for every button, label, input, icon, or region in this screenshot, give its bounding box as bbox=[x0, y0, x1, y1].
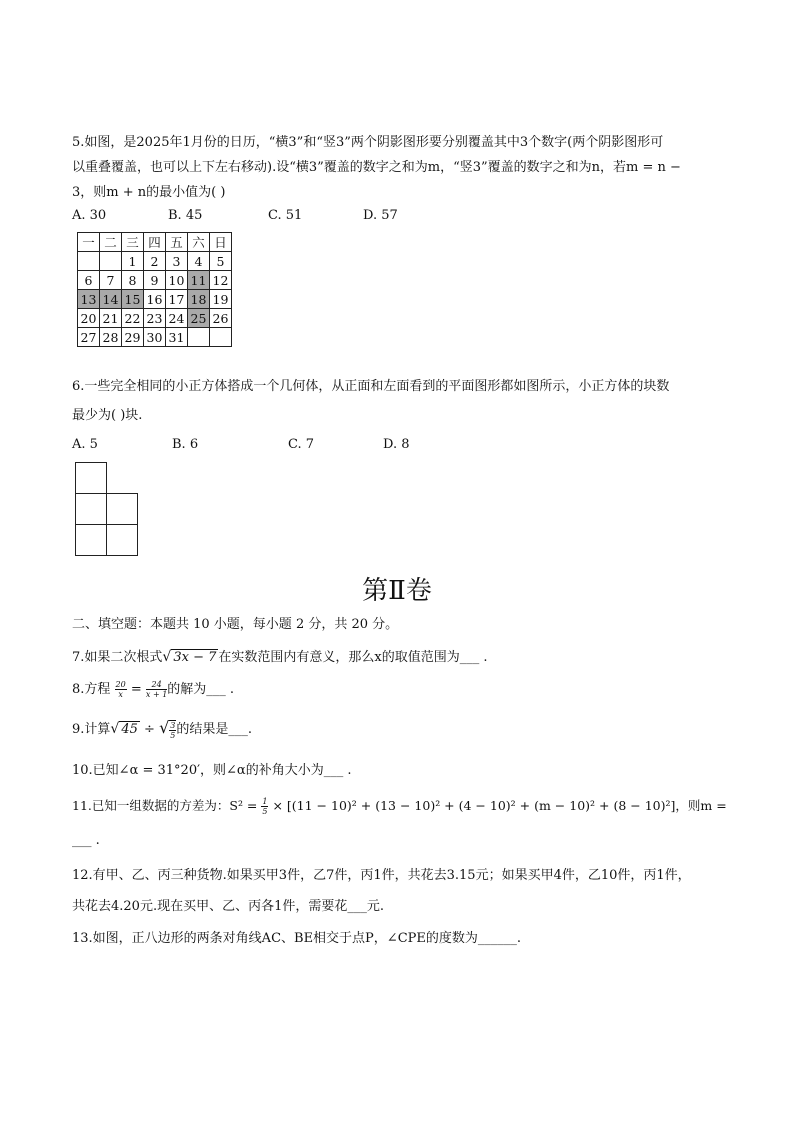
calendar-header-cell: 一 bbox=[78, 233, 100, 252]
figure-square bbox=[106, 524, 138, 556]
q13: 13.如图，正八边形的两条对角线AC、BE相交于点P，∠CPE的度数为______. bbox=[72, 931, 522, 946]
q5-option-a: A. 30 bbox=[72, 208, 107, 223]
calendar-cell: 10 bbox=[166, 271, 188, 290]
calendar-cell: 25 bbox=[188, 309, 210, 328]
q6-option-a: A. 5 bbox=[72, 437, 98, 452]
q8-frac1-den: x bbox=[118, 690, 123, 699]
calendar-cell: 7 bbox=[100, 271, 122, 290]
calendar-cell: 20 bbox=[78, 309, 100, 328]
q9-divide: ÷ bbox=[144, 722, 155, 737]
q7: 7.如果二次根式√ 3x − 7 在实数范围内有意义，那么x的取值范围为___ . bbox=[72, 649, 488, 665]
calendar-cell bbox=[210, 328, 232, 347]
q5-option-d: D. 57 bbox=[363, 208, 398, 223]
calendar-cell bbox=[100, 252, 122, 271]
q8-prefix: 8.方程 bbox=[72, 682, 111, 697]
calendar-cell: 11 bbox=[188, 271, 210, 290]
calendar-cell: 13 bbox=[78, 290, 100, 309]
calendar-row bbox=[78, 328, 232, 347]
q9-frac-den: 5 bbox=[170, 730, 176, 740]
calendar-cell: 6 bbox=[78, 271, 100, 290]
calendar-row bbox=[78, 290, 232, 309]
calendar-cell: 21 bbox=[100, 309, 122, 328]
calendar-table bbox=[77, 232, 232, 347]
q8-frac2-den: x + 1 bbox=[145, 690, 168, 699]
calendar-cell: 16 bbox=[144, 290, 166, 309]
calendar-cell: 14 bbox=[100, 290, 122, 309]
calendar-cell: 18 bbox=[188, 290, 210, 309]
calendar-cell: 31 bbox=[166, 328, 188, 347]
calendar-cell: 5 bbox=[210, 252, 232, 271]
calendar-cell: 26 bbox=[210, 309, 232, 328]
q8-frac2-num: 24 bbox=[146, 680, 167, 690]
q5-line3: 3，则m + n的最小值为( ) bbox=[72, 185, 226, 200]
calendar-cell bbox=[78, 252, 100, 271]
q9: 9.计算√ 45 ÷ √ $\frac{3}{5}$ 的结果是___. bbox=[72, 718, 252, 740]
calendar-header-cell: 三 bbox=[122, 233, 144, 252]
calendar-header-cell: 二 bbox=[100, 233, 122, 252]
q8-frac1-num: 20 bbox=[115, 680, 126, 689]
section-intro: 二、填空题：本题共 10 小题，每小题 2 分，共 20 分。 bbox=[72, 617, 399, 632]
q9-suffix: 的结果是___. bbox=[176, 722, 252, 737]
calendar-cell: 29 bbox=[122, 328, 144, 347]
q6-option-d: D. 8 bbox=[383, 437, 410, 452]
q6-line2: 最少为( )块. bbox=[72, 408, 143, 423]
q7-radicand: 3x − 7 bbox=[173, 650, 217, 665]
q11-frac-num: 1 bbox=[262, 797, 268, 806]
calendar-cell: 9 bbox=[144, 271, 166, 290]
calendar-cell: 8 bbox=[122, 271, 144, 290]
calendar-cell: 2 bbox=[144, 252, 166, 271]
q5-option-b: B. 45 bbox=[168, 208, 203, 223]
figure-square bbox=[75, 493, 107, 525]
q11-suffix: × [(11 − 10)² + (13 − 10)² + (4 − 10)² + (m − 10)² + (8 − 10)²]，则m = bbox=[272, 798, 727, 813]
calendar-cell: 15 bbox=[122, 290, 144, 309]
calendar-cell: 28 bbox=[100, 328, 122, 347]
calendar-cell: 19 bbox=[210, 290, 232, 309]
calendar-cell: 30 bbox=[144, 328, 166, 347]
calendar-cell: 24 bbox=[166, 309, 188, 328]
q6-option-b: B. 6 bbox=[172, 437, 199, 452]
q7-prefix: 7.如果二次根式 bbox=[72, 650, 163, 665]
calendar-row bbox=[78, 309, 232, 328]
calendar-header-row bbox=[78, 233, 232, 252]
q5-line2: 以重叠覆盖，也可以上下左右移动).设“横3”覆盖的数字之和为m，“竖3”覆盖的数字之和为n，若m = n − bbox=[72, 160, 681, 175]
q12-line2: 共花去4.20元.现在买甲、乙、丙各1件，需要花___元. bbox=[72, 899, 384, 914]
calendar-cell: 12 bbox=[210, 271, 232, 290]
section-title: 第Ⅱ卷 bbox=[362, 576, 432, 606]
q8-suffix: 的解为___ . bbox=[167, 682, 235, 697]
calendar-cell bbox=[188, 328, 210, 347]
calendar-cell: 4 bbox=[188, 252, 210, 271]
q11-prefix: 11.已知一组数据的方差为：S² = bbox=[72, 798, 258, 813]
calendar-header-cell: 五 bbox=[166, 233, 188, 252]
q10: 10.已知∠α = 31°20′，则∠α的补角大小为___ . bbox=[72, 763, 352, 778]
calendar-header-cell: 六 bbox=[188, 233, 210, 252]
q9-prefix: 9.计算 bbox=[72, 722, 111, 737]
calendar-cell: 27 bbox=[78, 328, 100, 347]
figure-square bbox=[75, 462, 107, 494]
calendar-cell: 23 bbox=[144, 309, 166, 328]
calendar-row bbox=[78, 271, 232, 290]
q11-line2: ___ . bbox=[72, 833, 100, 848]
q5-line1: 5.如图，是2025年1月份的日历，“横3”和“竖3”两个阴影图形要分别覆盖其中3个数字(两个阴影图形可 bbox=[72, 135, 664, 150]
calendar-cell: 22 bbox=[122, 309, 144, 328]
q9-frac-num: 3 bbox=[170, 720, 176, 730]
q6-line1: 6.一些完全相同的小正方体搭成一个几何体，从正面和左面看到的平面图形都如图所示，小正方体的块数 bbox=[72, 379, 670, 394]
q11-frac-den: 5 bbox=[262, 807, 268, 816]
q11 bbox=[72, 796, 727, 816]
q5-option-c: C. 51 bbox=[268, 208, 303, 223]
figure-square bbox=[106, 493, 138, 525]
calendar-header-cell: 日 bbox=[210, 233, 232, 252]
q8: 8.方程 $\frac{20}{x}$ = $\frac{24}{x + 1}$ 的解为___ . bbox=[72, 680, 235, 699]
calendar-row bbox=[78, 252, 232, 271]
calendar-cell: 17 bbox=[166, 290, 188, 309]
q6-option-c: C. 7 bbox=[288, 437, 315, 452]
calendar-cell: 1 bbox=[122, 252, 144, 271]
calendar-header-cell: 四 bbox=[144, 233, 166, 252]
q12-line1: 12.有甲、乙、丙三种货物.如果买甲3件，乙7件，丙1件，共花去3.15元；如果买甲4件，乙10件，丙1件， bbox=[72, 868, 691, 883]
figure-square bbox=[75, 524, 107, 556]
calendar-cell: 3 bbox=[166, 252, 188, 271]
q7-suffix: 在实数范围内有意义，那么x的取值范围为___ . bbox=[218, 650, 488, 665]
q9-radicand: 45 bbox=[121, 722, 138, 737]
